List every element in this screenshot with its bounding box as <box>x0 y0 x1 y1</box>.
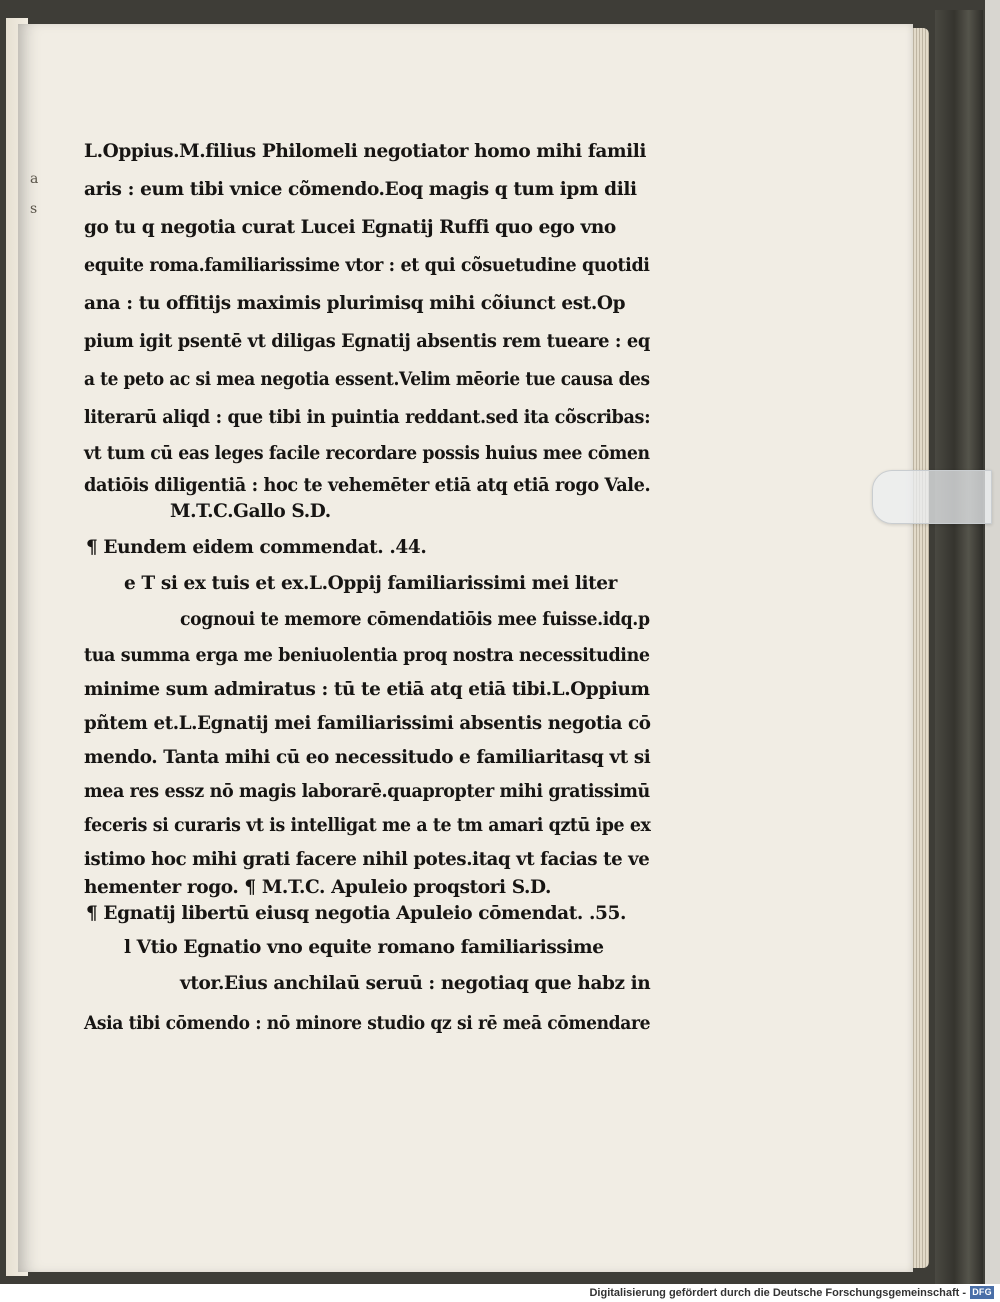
footer-credit: Digitalisierung gefördert durch die Deutsche Forschungsgemeinschaft - <box>589 1287 966 1299</box>
text-line: e T si ex tuis et ex.L.Oppij familiarissimi mei liter <box>124 573 618 594</box>
text-line: a te peto ac si mea negotia essent.Velim mēorie tue causa des <box>84 369 650 390</box>
gutter-mark: a <box>30 171 40 187</box>
page-marker-tab <box>872 470 992 524</box>
text-line: minime sum admiratus : tū te etiā atq etiā tibi.L.Oppium <box>84 679 650 700</box>
text-line: istimo hoc mihi grati facere nihil potes.itaq vt facias te ve <box>84 849 650 870</box>
text-line: mendo. Tanta mihi cū eo necessitudo e familiaritasq vt si <box>84 747 651 768</box>
text-line: datiōis diligentiā : hoc te vehemēter etiā atq etiā rogo Vale. <box>84 475 651 496</box>
text-line: ana : tu offitijs maximis plurimisq mihi cõiunct est.Op <box>84 293 626 314</box>
gutter-marks <box>30 164 39 224</box>
text-line: vtor.Eius anchilaū seruū : negotiaq que habz in <box>180 973 651 994</box>
text-line: l Vtio Egnatio vno equite romano familiarissime <box>124 937 604 958</box>
text-line: pñtem et.L.Egnatij mei familiarissimi absentis negotia cō <box>84 713 651 734</box>
letter-heading: M.T.C.Gallo S.D. <box>170 501 331 522</box>
text-line: pium igit psentē vt diligas Egnatij absentis rem tueare : eq <box>84 331 650 352</box>
text-line: mea res essz nō magis laborarē.quapropter mihi gratissimū <box>84 781 650 802</box>
text-line: cognoui te memore cōmendatiōis mee fuisse.idq.p <box>180 609 650 630</box>
text-line: go tu q negotia curat Lucei Egnatij Ruffi quo ego vno <box>84 217 616 238</box>
text-line: equite roma.familiarissime vtor : et qui cõsuetudine quotidi <box>84 255 650 276</box>
letter-summary: ¶ Egnatij libertū eiusq negotia Apuleio cōmendat. .55. <box>86 903 626 924</box>
text-line: hementer rogo. ¶ M.T.C. Apuleio proqstori S.D. <box>84 877 552 898</box>
letter-summary: ¶ Eundem eidem commendat. .44. <box>86 537 427 558</box>
text-line: feceris si curaris vt is intelligat me a te tm amari qztū ipe ex <box>84 815 651 836</box>
text-line: aris : eum tibi vnice cõmendo.Eoq magis q tum ipm dili <box>84 179 637 200</box>
dfg-logo-icon: DFG <box>970 1286 994 1299</box>
book-cover-edge <box>935 10 983 1284</box>
text-line: Asia tibi cōmendo : nō minore studio qz si rē meā cōmendare <box>84 1013 651 1034</box>
text-line: literarū aliqd : que tibi in puintia reddant.sed ita cõscribas: <box>84 407 651 428</box>
text-line: vt tum cū eas leges facile recordare possis huius mee cōmen <box>84 443 650 464</box>
text-line: tua summa erga me beniuolentia proq nostra necessitudine <box>84 645 650 666</box>
text-line: L.Oppius.M.filius Philomeli negotiator homo mihi famili <box>84 141 647 162</box>
gutter-mark: s <box>30 201 39 217</box>
